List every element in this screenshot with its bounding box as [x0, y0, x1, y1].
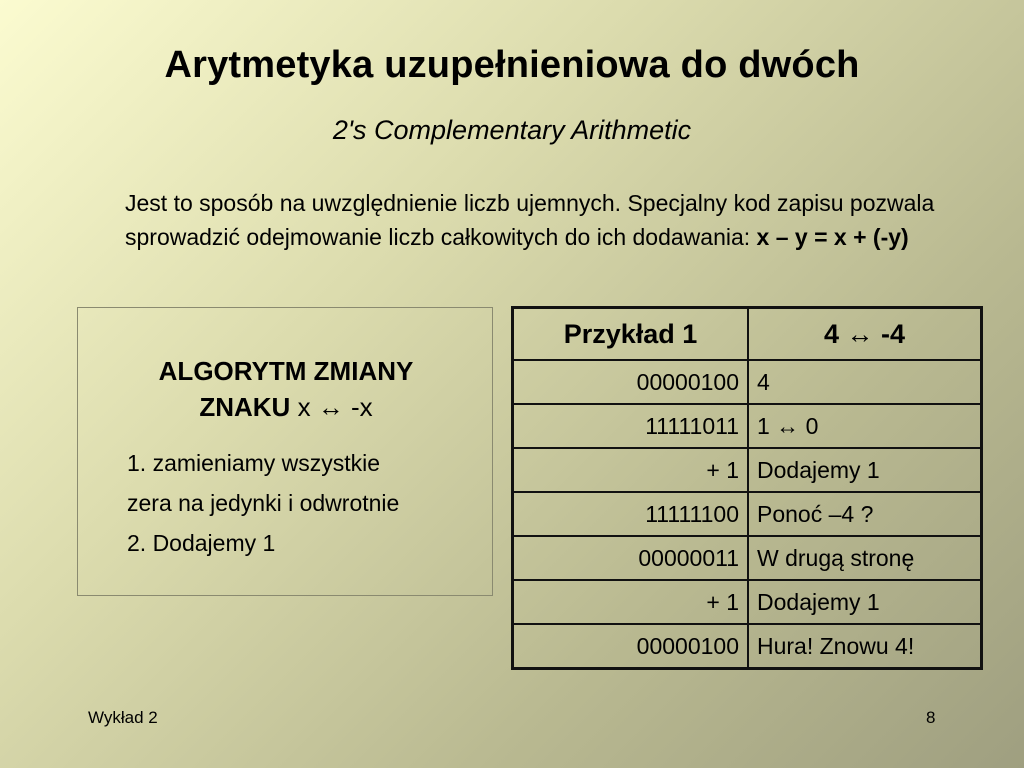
algorithm-step: zera na jedynki i odwrotnie — [127, 490, 400, 516]
algorithm-heading-line2 — [78, 389, 494, 425]
algorithm-heading — [78, 353, 494, 425]
table-cell-binary: 00000011 — [513, 536, 749, 580]
table-cell-description: Ponoć –4 ? — [748, 492, 982, 536]
slide-subtitle: 2's Complementary Arithmetic — [332, 115, 692, 145]
table-row — [513, 448, 982, 492]
algorithm-heading-expr: x ↔ -x — [297, 392, 373, 422]
table-cell-binary: 00000100 — [513, 624, 749, 669]
table-cell-description: W drugą stronę — [748, 536, 982, 580]
table-cell-binary: 11111011 — [513, 404, 749, 448]
intro-paragraph — [125, 186, 945, 254]
table-cell-description: Dodajemy 1 — [748, 580, 982, 624]
table-cell-binary: + 1 — [513, 448, 749, 492]
table-cell-description: Dodajemy 1 — [748, 448, 982, 492]
table-cell-binary: + 1 — [513, 580, 749, 624]
table-header-row — [513, 308, 982, 361]
algorithm-heading-line1: ALGORYTM ZMIANY — [158, 356, 414, 386]
footer-lecture-label: Wykład 2 — [88, 708, 158, 727]
table-cell-description: Hura! Znowu 4! — [748, 624, 982, 669]
table-cell-binary: 11111100 — [513, 492, 749, 536]
intro-text: Jest to sposób na uwzględnienie liczb ujemnych. Specjalny kod zapisu pozwala sprowadzić odejmowanie liczb całkowitych do ich dodawania: — [125, 190, 935, 250]
table-cell-description: 1 ↔ 0 — [748, 404, 982, 448]
table-row — [513, 624, 982, 669]
table-cell-binary: 00000100 — [513, 360, 749, 404]
table-header-cell: 4 ↔ -4 — [748, 308, 982, 361]
example-table — [511, 306, 983, 670]
algorithm-step: 1. zamieniamy wszystkie — [127, 450, 381, 476]
algorithm-heading-bold: ZNAKU — [199, 392, 291, 422]
slide-title: Arytmetyka uzupełnieniowa do dwóch — [164, 44, 860, 86]
table-row — [513, 536, 982, 580]
table-row — [513, 580, 982, 624]
algorithm-step: 2. Dodajemy 1 — [127, 530, 276, 556]
algorithm-steps — [127, 443, 399, 563]
intro-formula: x – y = x + (-y) — [756, 224, 909, 250]
table-header-cell: Przykład 1 — [513, 308, 749, 361]
table-row — [513, 360, 982, 404]
table-row — [513, 404, 982, 448]
algorithm-box — [77, 307, 493, 596]
table-row — [513, 492, 982, 536]
page-number: 8 — [926, 708, 936, 727]
table-cell-description: 4 — [748, 360, 982, 404]
